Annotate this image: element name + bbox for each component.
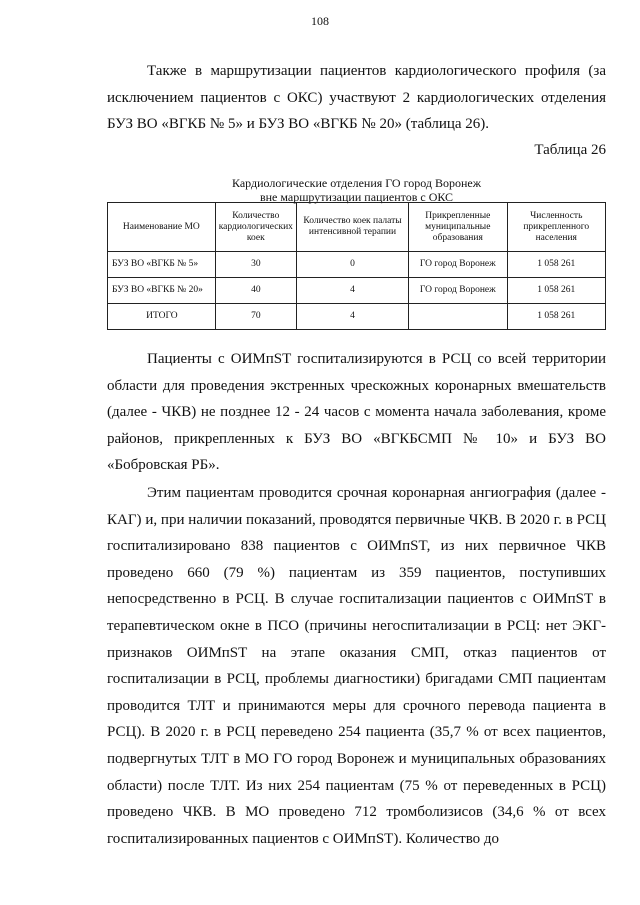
header-cardio-beds: Количество кардиологических коек (215, 203, 296, 252)
paragraph-intro: Также в маршрутизации пациентов кардиологического профиля (за исключением пациентов с ОКС) участвуют 2 кардиологических отделения БУЗ ВО «ВГКБ № 5» и БУЗ ВО «ВГКБ № 20» (таблица 26). (107, 63, 606, 133)
paragraph-kag: Этим пациентам проводится срочная коронарная ангиография (далее - КАГ) и, при наличии показаний, проводятся первичные ЧКВ. В 2020 г. в РСЦ госпитализировано 838 пациентов с ОИМпST, из них первичное ЧКВ проведено 660 (79 %) пациентам из 359 пациентов, поступивших непосредственно в РСЦ. В случае госпитализации пациентов с ОИМпST в терапевтическом окне в ПСО (причины негоспитализации в РСЦ: нет ЭКГ-признаков ОИМпST на этапе оказания СМП, отказ пациентов от госпитализации в РСЦ, проблемы диагностики) бригадами СМП пациентам проводится ТЛТ и принимаются меры для срочного перевода пациента в РСЦ). В 2020 г. в РСЦ переведено 254 пациента (35,7 % от всех пациентов, подвергнутых ТЛТ в МО ГО город Воронеж и муниципальных образованиях области) после ТЛТ. Из них 254 пациентам (75 % от переведенных в РСЦ) проведено ЧКВ. В МО проведено 712 тромболизисов (34,6 % от всех госпитализированных пациентов с ОИМпST). Количество до (107, 485, 606, 847)
header-population: Численность прикрепленного населения (507, 203, 605, 252)
cell-population: 1 058 261 (507, 252, 605, 278)
table-title (107, 176, 606, 204)
cell-municipalities (409, 304, 507, 330)
cell-total-label: ИТОГО (108, 304, 216, 330)
cell-municipalities: ГО город Воронеж (409, 278, 507, 304)
header-icu-beds: Количество коек палаты интенсивной терапии (296, 203, 408, 252)
cell-population: 1 058 261 (507, 278, 605, 304)
header-mo-name: Наименование МО (108, 203, 216, 252)
cell-icu-beds: 4 (296, 278, 408, 304)
table-total-row (108, 304, 606, 330)
table-title-line-1: Кардиологические отделения ГО город Воронеж (231, 176, 482, 190)
table-header-row (108, 203, 606, 252)
table-caption: Таблица 26 (534, 142, 606, 158)
cell-cardio-beds: 70 (215, 304, 296, 330)
page-number: 108 (311, 14, 329, 28)
cell-icu-beds: 4 (296, 304, 408, 330)
cell-mo-name: БУЗ ВО «ВГКБ № 20» (108, 278, 216, 304)
header-municipalities: Прикрепленные муниципальные образования (409, 203, 507, 252)
table-row (108, 252, 606, 278)
cell-cardio-beds: 30 (215, 252, 296, 278)
paragraph-routing: Пациенты с ОИМпST госпитализируются в РСЦ со всей территории области для проведения экстренных чрескожных коронарных вмешательств (далее - ЧКВ) не позднее 12 - 24 часов с момента начала заболевания, кроме районов, прикрепленных к БУЗ ВО «ВГКБСМП № 10» и БУЗ ВО «Бобровская РБ». (107, 351, 606, 474)
cell-icu-beds: 0 (296, 252, 408, 278)
table-title-line-2: вне маршрутизации пациентов с ОКС (259, 190, 454, 204)
table-row (108, 278, 606, 304)
cardiology-departments-table (107, 202, 606, 330)
cell-cardio-beds: 40 (215, 278, 296, 304)
cell-population: 1 058 261 (507, 304, 605, 330)
cell-mo-name: БУЗ ВО «ВГКБ № 5» (108, 252, 216, 278)
cell-municipalities: ГО город Воронеж (409, 252, 507, 278)
